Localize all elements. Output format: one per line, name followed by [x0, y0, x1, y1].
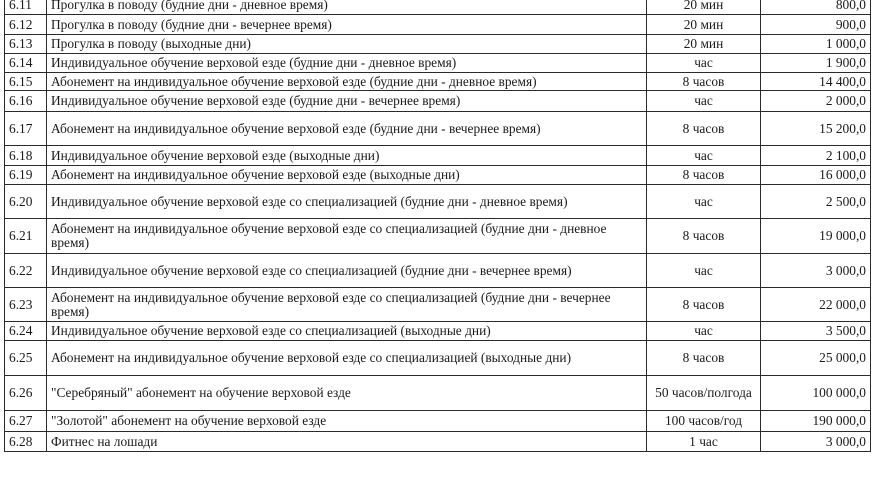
- service-name: "Золотой" абонемент на обучение верховой езде: [47, 411, 647, 432]
- row-number: 6.20: [5, 185, 47, 219]
- table-row: [5, 15, 871, 35]
- unit-of-measure: 20 мин: [647, 15, 761, 35]
- unit-of-measure: 8 часов: [647, 219, 761, 254]
- price-value: 3 000,0: [761, 432, 871, 452]
- price-value: 16 000,0: [761, 166, 871, 185]
- table-row: [5, 146, 871, 166]
- service-name: Фитнес на лошади: [47, 432, 647, 452]
- unit-of-measure: 20 мин: [647, 0, 761, 15]
- row-number: 6.18: [5, 146, 47, 166]
- row-number: 6.22: [5, 254, 47, 288]
- table-row: [5, 376, 871, 411]
- unit-of-measure: час: [647, 54, 761, 73]
- table-row: [5, 112, 871, 146]
- price-value: 800,0: [761, 0, 871, 15]
- unit-of-measure: 1 час: [647, 432, 761, 452]
- table-row: [5, 73, 871, 91]
- service-name: "Серебряный" абонемент на обучение верховой езде: [47, 376, 647, 411]
- table-row: [5, 54, 871, 73]
- service-name: Абонемент на индивидуальное обучение верховой езде (выходные дни): [47, 166, 647, 185]
- service-name: Индивидуальное обучение верховой езде со специализацией (будние дни - вечернее время): [47, 254, 647, 288]
- price-value: 2 000,0: [761, 91, 871, 112]
- table-row: [5, 432, 871, 452]
- price-value: 3 000,0: [761, 254, 871, 288]
- service-name: Индивидуальное обучение верховой езде (будние дни - вечернее время): [47, 91, 647, 112]
- price-value: 3 500,0: [761, 322, 871, 341]
- price-value: 19 000,0: [761, 219, 871, 254]
- unit-of-measure: час: [647, 91, 761, 112]
- unit-of-measure: 20 мин: [647, 35, 761, 54]
- price-value: 22 000,0: [761, 288, 871, 322]
- unit-of-measure: 8 часов: [647, 166, 761, 185]
- table-row: [5, 185, 871, 219]
- table-row: [5, 219, 871, 254]
- table-row: [5, 0, 871, 15]
- unit-of-measure: час: [647, 146, 761, 166]
- table-row: [5, 91, 871, 112]
- table-row: [5, 341, 871, 376]
- service-name: Индивидуальное обучение верховой езде (выходные дни): [47, 146, 647, 166]
- unit-of-measure: час: [647, 185, 761, 219]
- row-number: 6.16: [5, 91, 47, 112]
- service-name: Индивидуальное обучение верховой езде (будние дни - дневное время): [47, 54, 647, 73]
- unit-of-measure: 8 часов: [647, 341, 761, 376]
- service-name: Прогулка в поводу (будние дни - вечернее время): [47, 15, 647, 35]
- price-value: 900,0: [761, 15, 871, 35]
- table-row: [5, 166, 871, 185]
- table-row: [5, 411, 871, 432]
- service-name: Абонемент на индивидуальное обучение верховой езде (будние дни - вечернее время): [47, 112, 647, 146]
- service-name: Абонемент на индивидуальное обучение верховой езде со специализацией (выходные дни): [47, 341, 647, 376]
- row-number: 6.14: [5, 54, 47, 73]
- price-value: 2 100,0: [761, 146, 871, 166]
- table-row: [5, 288, 871, 322]
- service-name: Абонемент на индивидуальное обучение верховой езде со специализацией (будние дни - дневное время): [47, 219, 647, 254]
- unit-of-measure: 50 часов/полгода: [647, 376, 761, 411]
- unit-of-measure: 100 часов/год: [647, 411, 761, 432]
- row-number: 6.15: [5, 73, 47, 91]
- row-number: 6.12: [5, 15, 47, 35]
- table-row: [5, 35, 871, 54]
- price-value: 14 400,0: [761, 73, 871, 91]
- unit-of-measure: час: [647, 322, 761, 341]
- row-number: 6.13: [5, 35, 47, 54]
- row-number: 6.17: [5, 112, 47, 146]
- table-row: [5, 254, 871, 288]
- price-value: 15 200,0: [761, 112, 871, 146]
- row-number: 6.11: [5, 0, 47, 15]
- unit-of-measure: 8 часов: [647, 73, 761, 91]
- price-value: 190 000,0: [761, 411, 871, 432]
- row-number: 6.27: [5, 411, 47, 432]
- price-value: 1 000,0: [761, 35, 871, 54]
- table-row: [5, 322, 871, 341]
- price-table: [4, 0, 871, 452]
- price-value: 1 900,0: [761, 54, 871, 73]
- row-number: 6.25: [5, 341, 47, 376]
- service-name: Абонемент на индивидуальное обучение верховой езде (будние дни - дневное время): [47, 73, 647, 91]
- row-number: 6.28: [5, 432, 47, 452]
- price-value: 2 500,0: [761, 185, 871, 219]
- price-value: 100 000,0: [761, 376, 871, 411]
- row-number: 6.21: [5, 219, 47, 254]
- unit-of-measure: 8 часов: [647, 288, 761, 322]
- service-name: Прогулка в поводу (выходные дни): [47, 35, 647, 54]
- row-number: 6.19: [5, 166, 47, 185]
- service-name: Индивидуальное обучение верховой езде со специализацией (выходные дни): [47, 322, 647, 341]
- service-name: Абонемент на индивидуальное обучение верховой езде со специализацией (будние дни - вечернее время): [47, 288, 647, 322]
- price-value: 25 000,0: [761, 341, 871, 376]
- row-number: 6.23: [5, 288, 47, 322]
- row-number: 6.26: [5, 376, 47, 411]
- service-name: Индивидуальное обучение верховой езде со специализацией (будние дни - дневное время): [47, 185, 647, 219]
- unit-of-measure: 8 часов: [647, 112, 761, 146]
- row-number: 6.24: [5, 322, 47, 341]
- service-name: Прогулка в поводу (будние дни - дневное время): [47, 0, 647, 15]
- unit-of-measure: час: [647, 254, 761, 288]
